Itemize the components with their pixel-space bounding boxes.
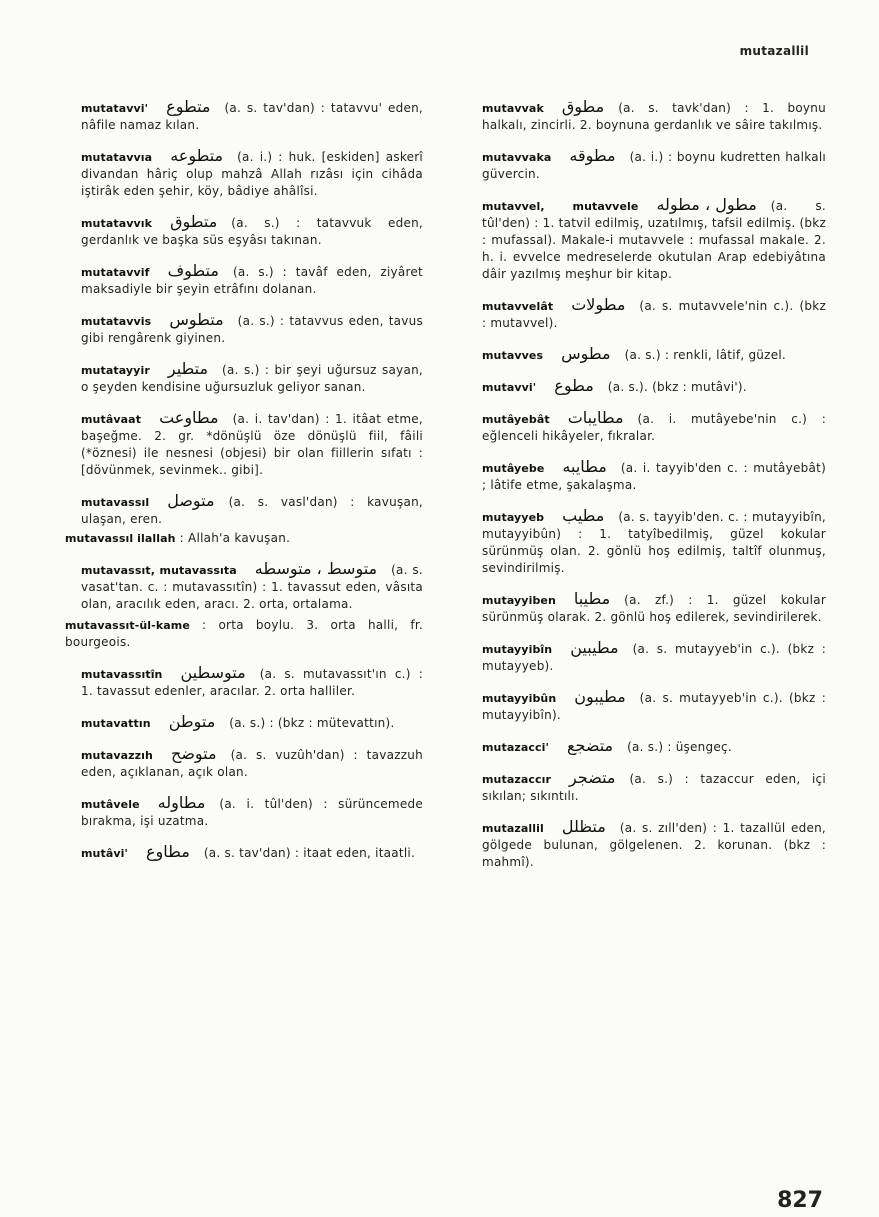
- definition: (a. s.) : bir şeyi uğursuz sayan, o şeyden kendisine uğursuzluk geliyor sanan.: [81, 363, 423, 394]
- headword: mutavassıt-ül-kame: [65, 619, 190, 632]
- arabic-spelling: مطاوعت: [159, 408, 219, 427]
- running-head: mutazallil: [739, 44, 809, 58]
- definition: (a. s.) : (bkz : mütevattın).: [229, 716, 395, 730]
- definition: (a. s. vuzûh'dan) : tavazzuh eden, açıklanan, açık olan.: [81, 748, 423, 779]
- headword: mutayyeb: [482, 511, 545, 524]
- dictionary-entry: [47, 98, 423, 134]
- headword: mutavvaka: [482, 151, 552, 164]
- dictionary-entry: [448, 688, 826, 724]
- headword: mutavazzıh: [81, 749, 153, 762]
- definition: (a. i.) : huk. [eskiden] askerî divandan hâriç olup mahzâ Allah rızâsı için cihâda iştirâk eden şehir, köy, bâdiye ahâlîsi.: [81, 150, 423, 198]
- arabic-spelling: مطولات: [571, 295, 626, 314]
- dictionary-entry: [47, 745, 423, 781]
- dictionary-entry: [448, 345, 826, 364]
- definition: (a. s.). (bkz : mutâvi').: [607, 380, 747, 394]
- headword: mutatavvis: [81, 315, 152, 328]
- arabic-spelling: متطوف: [167, 261, 219, 280]
- arabic-spelling: مطوس: [561, 344, 611, 363]
- dictionary-entry: [448, 377, 826, 396]
- definition: (a. s. mutayyeb'in c.). (bkz : mutayyeb).: [482, 642, 826, 673]
- definition: (a. zf.) : 1. güzel kokular sürünmüş olarak. 2. gönlü hoş edilerek, sevindirilerek.: [482, 593, 826, 624]
- dictionary-entry: [47, 664, 423, 700]
- definition: (a. i. tav'dan) : 1. itâat etme, başeğme. 2. gr. *dönüşlü öze dönüşlü fiil, fâili (*öznesi) ile nesnesi (objesi) bir olan fiillerin sıfatı : [dövünmek, sevinmek.. gibi].: [81, 412, 423, 477]
- definition: (a. s. tav'dan) : itaat eden, itaatli.: [203, 846, 416, 860]
- headword: mutazacci': [482, 741, 549, 754]
- right-column: [448, 98, 826, 871]
- arabic-spelling: متضجر: [569, 768, 616, 787]
- headword: mutayyibîn: [482, 643, 553, 656]
- headword: mutâyebât: [482, 413, 550, 426]
- page-number: 827: [777, 1188, 823, 1213]
- headword: mutatavvıa: [81, 151, 153, 164]
- arabic-spelling: متطوق: [170, 212, 218, 231]
- definition: (a. s. tayyib'den. c. : mutayyibîn, mutayyibûn) : 1. tatyîbedilmiş, güzel kokular sürünmüş olan. 2. gönlü hoş edilmiş, taltîf olunmuş, sevindirilmiş.: [482, 510, 826, 575]
- arabic-spelling: مطيبا: [573, 589, 611, 608]
- definition: (a. s.) : renkli, lâtif, güzel.: [624, 348, 786, 362]
- definition: (a. s. tav'dan) : tatavvu' eden, nâfile namaz kılan.: [81, 101, 423, 132]
- definition: (a. i. mutâyebe'nin c.) : eğlenceli hikâyeler, fıkralar.: [482, 412, 826, 443]
- headword: mutavvi': [482, 381, 537, 394]
- dictionary-entry: [47, 794, 423, 830]
- headword: mutavvelât: [482, 300, 554, 313]
- dictionary-entry: [448, 639, 826, 675]
- dictionary-entry: [448, 409, 826, 445]
- headword: mutavassıl: [81, 496, 150, 509]
- definition: (a. s. tavk'dan) : 1. boynu halkalı, zincirli. 2. boynuna gerdanlık ve sâire takılmış.: [482, 101, 826, 132]
- definition: : orta boylu. 3. orta halli, fr. bourgeois.: [65, 618, 423, 649]
- dictionary-entry: [448, 737, 826, 756]
- dictionary-entry: [448, 147, 826, 183]
- headword: mutâyebe: [482, 462, 545, 475]
- definition: (a. s. mutavassıt'ın c.) : 1. tavassut edenler, aracılar. 2. orta halliler.: [81, 667, 423, 698]
- dictionary-entry: [448, 507, 826, 577]
- definition: : Allah'a kavuşan.: [179, 531, 291, 545]
- dictionary-entry: [448, 769, 826, 805]
- arabic-spelling: مطيبون: [574, 687, 626, 706]
- definition: (a. s.) : tazaccur eden, içi sıkılan; sıkıntılı.: [482, 772, 826, 803]
- definition: (a. i.) : boynu kudretten halkalı güvercin.: [482, 150, 826, 181]
- arabic-spelling: متوضح: [170, 744, 217, 763]
- dictionary-entry: [448, 818, 826, 871]
- arabic-spelling: مطيب: [562, 506, 605, 525]
- headword: mutayyibûn: [482, 692, 557, 705]
- definition: (a. s.) : tatavvus eden, tavus gibi rengârenk giyinen.: [81, 314, 423, 345]
- arabic-spelling: مطول ، مطوله: [656, 195, 757, 214]
- headword: mutavassıtîn: [81, 668, 163, 681]
- arabic-spelling: متوسطين: [180, 663, 246, 682]
- headword: mutatavvık: [81, 217, 153, 230]
- headword: mutavvel, mutavvele: [482, 200, 639, 213]
- dictionary-entry: [47, 262, 423, 298]
- dictionary-entry: [448, 98, 826, 134]
- dictionary-entry: [47, 843, 423, 862]
- dictionary-entry: [448, 296, 826, 332]
- headword: mutazallil: [482, 822, 544, 835]
- definition: (a. s. mutayyeb'in c.). (bkz : mutayyibîn).: [482, 691, 826, 722]
- definition: (a. s. vasl'dan) : kavuşan, ulaşan, eren.: [81, 495, 423, 526]
- dictionary-entry: [47, 492, 423, 528]
- headword: mutatayyir: [81, 364, 150, 377]
- arabic-spelling: متوطن: [168, 712, 216, 731]
- dictionary-entry: [448, 458, 826, 494]
- dictionary-entry: [47, 147, 423, 200]
- arabic-spelling: متظلل: [561, 817, 606, 836]
- dictionary-entry: [47, 311, 423, 347]
- definition: (a. i. tayyib'den c. : mutâyebât) ; lâtife etme, şakalaşma.: [482, 461, 826, 492]
- dictionary-entry: [47, 560, 423, 613]
- arabic-spelling: متوسط ، متوسطه: [254, 559, 378, 578]
- headword: mutavassıl ilallah: [65, 532, 176, 545]
- arabic-spelling: مطوق: [561, 97, 605, 116]
- arabic-spelling: متضجع: [566, 736, 614, 755]
- arabic-spelling: متطوعه: [170, 146, 224, 165]
- definition: (a. s. vasat'tan. c. : mutavassıtîn) : 1. tavassut eden, vâsıta olan, aracılık eden, aracı. 2. orta, ortalama.: [81, 563, 423, 611]
- headword: mutâvaat: [81, 413, 142, 426]
- headword: mutazaccır: [482, 773, 552, 786]
- headword: mutavves: [482, 349, 544, 362]
- arabic-spelling: متوصل: [167, 491, 215, 510]
- headword: mutavvak: [482, 102, 544, 115]
- headword: mutatavvif: [81, 266, 150, 279]
- arabic-spelling: متطير: [167, 359, 209, 378]
- dictionary-entry: [47, 409, 423, 479]
- arabic-spelling: مطاوع: [145, 842, 190, 861]
- dictionary-subentry: [47, 530, 423, 547]
- headword: mutayyiben: [482, 594, 556, 607]
- dictionary-entry: [47, 213, 423, 249]
- definition: (a. s.) : üşengeç.: [627, 740, 732, 754]
- headword: mutatavvi': [81, 102, 149, 115]
- arabic-spelling: مطوقه: [569, 146, 616, 165]
- dictionary-entry: [448, 196, 826, 283]
- dictionary-entry: [47, 713, 423, 732]
- arabic-spelling: مطاوله: [157, 793, 206, 812]
- dictionary-entry: [448, 590, 826, 626]
- headword: mutâvi': [81, 847, 128, 860]
- arabic-spelling: مطايبات: [567, 408, 624, 427]
- dictionary-subentry: [47, 617, 423, 651]
- definition: (a. s.) : tavâf eden, ziyâret maksadiyle bir şeyin etrâfını dolanan.: [81, 265, 423, 296]
- arabic-spelling: مطيبين: [570, 638, 619, 657]
- definition: (a. s. tûl'den) : 1. tatvil edilmiş, uzatılmış, tafsil edilmiş. (bkz : mufassal). Makale-i mutavvele : mufassal makale. 2. h. i. evvelce medreselerde okutulan Arap edebiyâtına dâir yazılmış meşhur bir kitap.: [482, 199, 827, 281]
- definition: (a. s. mutavvele'nin c.). (bkz : mutavvel).: [482, 299, 826, 330]
- arabic-spelling: مطايبه: [562, 457, 607, 476]
- headword: mutâvele: [81, 798, 140, 811]
- arabic-spelling: مطوع: [554, 376, 594, 395]
- left-column: [47, 98, 423, 862]
- arabic-spelling: متطوع: [166, 97, 211, 116]
- definition: (a. i. tûl'den) : sürüncemede bırakma, işi uzatma.: [81, 797, 423, 828]
- headword: mutavattın: [81, 717, 151, 730]
- definition: (a. s.) : tatavvuk eden, gerdanlık ve başka süs eşyâsı takınan.: [81, 216, 423, 247]
- definition: (a. s. zıll'den) : 1. tazallül eden, gölgede bulunan, gölgelenen. 2. korunan. (bkz : mahmî).: [482, 821, 826, 869]
- arabic-spelling: متطوس: [169, 310, 224, 329]
- headword: mutavassıt, mutavassıta: [81, 564, 237, 577]
- dictionary-entry: [47, 360, 423, 396]
